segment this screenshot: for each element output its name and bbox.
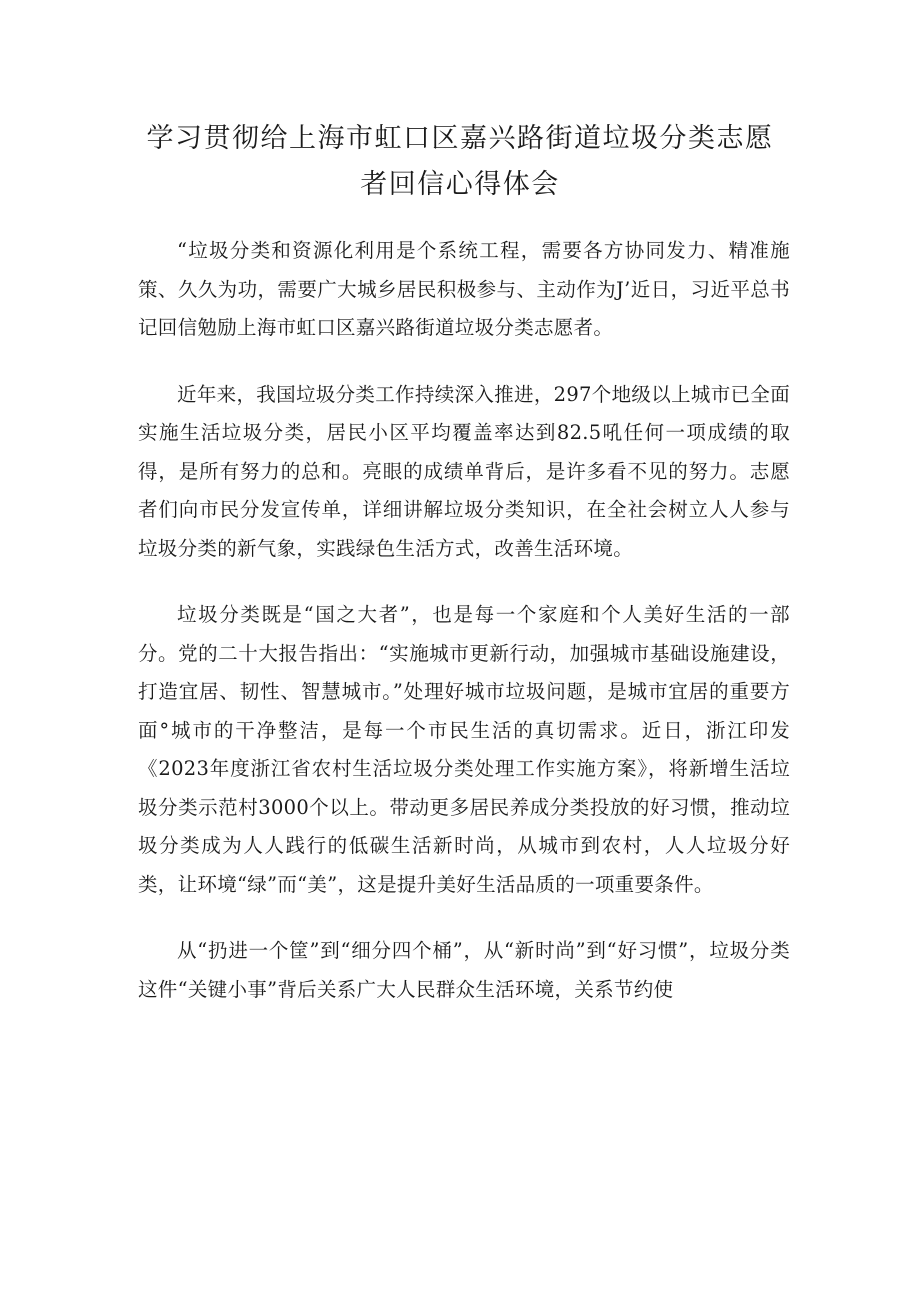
paragraph-1: “垃圾分类和资源化利用是个系统工程，需要各方协同发力、精准施策、久久为功，需要广大城乡居民积极参与、主动作为J’近日，习近平总书记回信勉励上海市虹口区嘉兴路街道垃圾分类志愿者。 <box>138 239 790 339</box>
paragraph-2: 近年来，我国垃圾分类工作持续深入推进，297个地级以上城市已全面实施生活垃圾分类，居民小区平均覆盖率达到82.5吼任何一项成绩的取得，是所有努力的总和。亮眼的成绩单背后，是许多看不见的努力。志愿者们向市民分发宣传单，详细讲解垃圾分类知识，在全社会树立人人参与垃圾分类的新气象，实践绿色生活方式，改善生活环境。 <box>138 382 790 560</box>
paragraph-4: 从“扔进一个筐”到“细分四个桶”，从“新时尚”到“好习惯”，垃圾分类这件“关键小事”背后关系广大人民群众生活环境，关系节约使 <box>138 939 790 1001</box>
paragraph-3: 垃圾分类既是“国之大者”，也是每一个家庭和个人美好生活的一部分。党的二十大报告指出：“实施城市更新行动，加强城市基础设施建设，打造宜居、韧性、智慧城市。”处理好城市垃圾问题，是城市宜居的重要方面°城市的干净整洁，是每一个市民生活的真切需求。近日，浙江印发《2023年度浙江省农村生活垃圾分类处理工作实施方案》，将新增生活垃圾分类示范村3000个以上。带动更多居民养成分类投放的好习惯，推动垃圾分类成为人人践行的低碳生活新时尚，从城市到农村，人人垃圾分好类，让环境“绿”而“美”，这是提升美好生活品质的一项重要条件。 <box>138 603 790 896</box>
document-body <box>138 232 790 1037</box>
document-title <box>130 116 790 208</box>
title-line-1: 学习贯彻给上海市虹口区嘉兴路街道垃圾分类志愿 <box>146 123 774 154</box>
title-line-2: 者回信心得体会 <box>360 169 560 200</box>
